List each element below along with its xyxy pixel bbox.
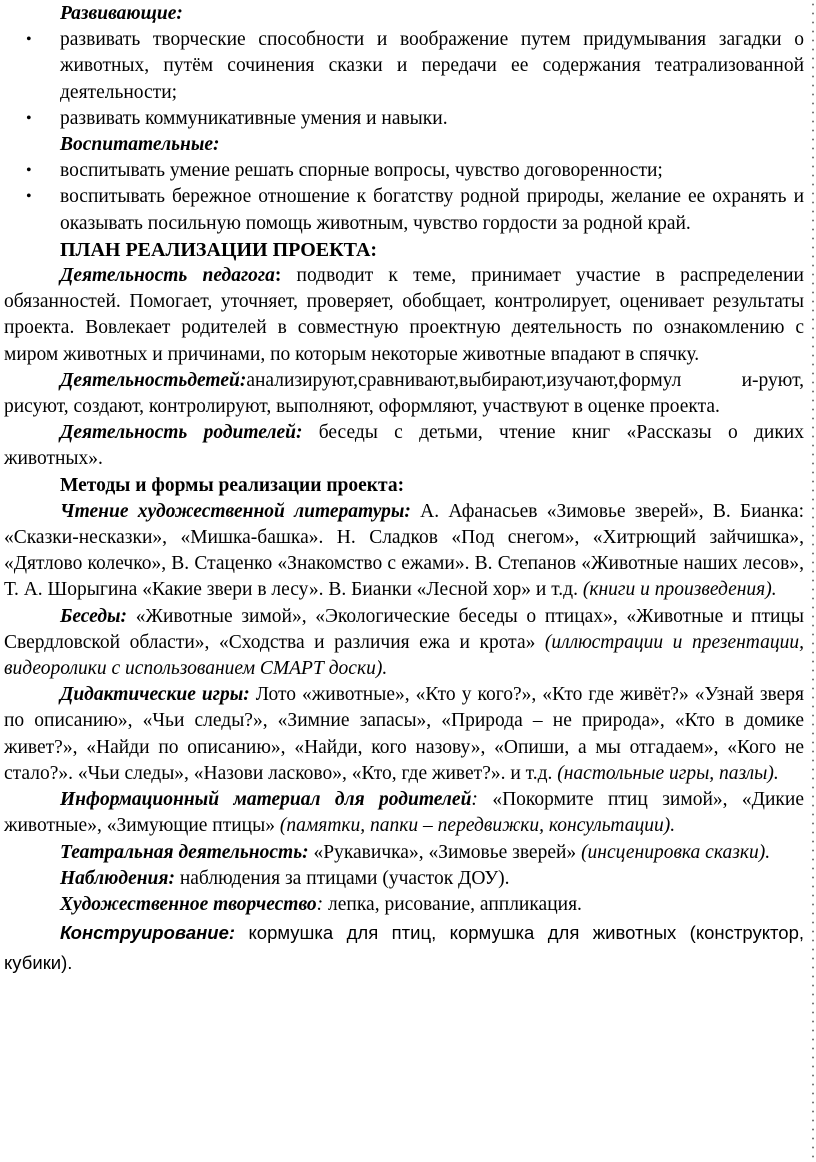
info-colon: : <box>471 789 478 811</box>
teacher-activity-text: подводит к теме, принимает участие в распределении обязанностей. Помогает, уточняет, проверяет, обобщает, контролирует, оценивает результаты проекта. Вовлекает родителей в совместную проектную деятельность по ознакомлению с миром животных и причинами, по которым некоторые животные впадают в спячку. <box>4 265 804 365</box>
list-item: • воспитывать бережное отношение к богатству родной природы, желание ее охранять и оказывать посильную помощь животным, чувство гордости за родной край. <box>26 186 804 234</box>
bullet-icon: • <box>26 109 32 127</box>
games-text: Лото «животные», «Кто у кого?», «Кто где живёт?» «Узнай зверя по описанию», «Чьи следы?», «Зимние запасы», «Природа – не природа», «Кто в домике живет?», «Найди по описанию», «Найди, кого назову», «Опиши, а мы отгадаем», «Кого не стало?». «Чьи следы», «Назови ласково», «Кто, где живет?». и т.д. <box>4 684 804 784</box>
art-label: Художественное творчество <box>60 893 317 915</box>
observation-paragraph <box>4 866 804 892</box>
construction-label: Конструирование: <box>60 922 236 944</box>
page-margin-dotted-line <box>812 0 814 1162</box>
reading-paragraph <box>4 499 804 604</box>
reading-label: Чтение художественной литературы: <box>60 500 411 522</box>
parents-activity-paragraph <box>4 420 804 472</box>
educational-list <box>4 158 804 237</box>
developing-heading: Развивающие: <box>60 3 183 24</box>
parents-activity-text: беседы с детьми, чтение книг «Рассказы о диких животных». <box>4 422 804 470</box>
info-paragraph <box>4 787 804 839</box>
talks-text: «Животные зимой», «Экологические беседы о птицах», «Животные и птицы Свердловской области», «Сходства и различия ежа и крота» <box>4 605 804 653</box>
children-activity-label: Деятельностьдетей: <box>60 369 247 391</box>
observation-label: Наблюдения: <box>60 867 175 889</box>
observation-text: наблюдения за птицами (участок ДОУ). <box>174 867 510 889</box>
children-activity-paragraph <box>4 368 804 420</box>
construction-paragraph <box>4 918 804 978</box>
games-label: Дидактические игры: <box>60 684 250 706</box>
children-activity-text: анализируют,сравнивают,выбирают,изучают,формул и-руют, рисуют, создают, контролируют, выполняют, оформляют, участвуют в оценке проекта. <box>4 369 804 418</box>
plan-title: ПЛАН РЕАЛИЗАЦИИ ПРОЕКТА: <box>60 238 378 261</box>
art-paragraph <box>4 892 804 918</box>
developing-list <box>4 27 804 132</box>
parents-activity-label: Деятельность родителей: <box>60 422 303 444</box>
info-text: «Покормите птиц зимой», «Дикие животные», «Зимующие птицы» <box>4 789 804 837</box>
art-text: лепка, рисование, аппликация. <box>323 893 582 915</box>
teacher-activity-label: Деятельность педагога <box>60 265 275 287</box>
reading-note: (книги и произведения). <box>577 579 777 601</box>
list-item: • развивать коммуникативные умения и навыки. <box>4 106 804 132</box>
list-item: • развивать творческие способности и воображение путем придумывания загадки о животных, путём сочинения сказки и передачи ее содержания театрализованной деятельности; <box>26 29 804 103</box>
games-paragraph <box>4 682 804 787</box>
talks-label: Беседы: <box>60 605 128 627</box>
reading-text: А. Афанасьев «Зимовье зверей», В. Бианка: «Сказки-несказки», «Мишка-башка». Н. Сладков «Под снегом», «Хитрющий зайчишка», «Дятлово колечко», В. Стаценко «Знакомство с ежами». В. Степанов «Животные наших лесов», Т. А. Шорыгина «Какие звери в лесу». В. Бианки «Лесной хор» и т.д. <box>4 500 804 601</box>
games-note: (настольные игры, пазлы). <box>552 762 779 784</box>
talks-paragraph <box>4 604 804 683</box>
teacher-activity-paragraph <box>4 263 804 368</box>
list-item: • воспитывать умение решать спорные вопросы, чувство договоренности; <box>4 158 804 184</box>
document-content <box>4 1 804 978</box>
construction-text: кормушка для птиц, кормушка для животных (конструктор, кубики). <box>4 922 804 974</box>
bullet-icon: • <box>26 188 32 206</box>
theatre-note: (инсценировка сказки). <box>576 841 771 863</box>
talks-note: (иллюстрации и презентации, видеоролики с использованием СМАРТ доски). <box>4 631 804 680</box>
theatre-label: Театральная деятельность: <box>60 841 309 863</box>
bullet-icon: • <box>26 162 32 180</box>
art-colon: : <box>316 893 324 915</box>
info-label: Информационный материал для родителей <box>60 789 472 811</box>
info-note: (памятки, папки – передвижки, консультации). <box>274 815 676 837</box>
methods-title: Методы и формы реализации проекта: <box>60 474 405 496</box>
educational-heading: Воспитательные: <box>60 134 220 156</box>
bullet-icon: • <box>26 31 32 49</box>
teacher-activity-colon: : <box>274 265 282 287</box>
theatre-paragraph <box>4 840 804 866</box>
theatre-text: «Рукавичка», «Зимовье зверей» <box>308 841 577 863</box>
